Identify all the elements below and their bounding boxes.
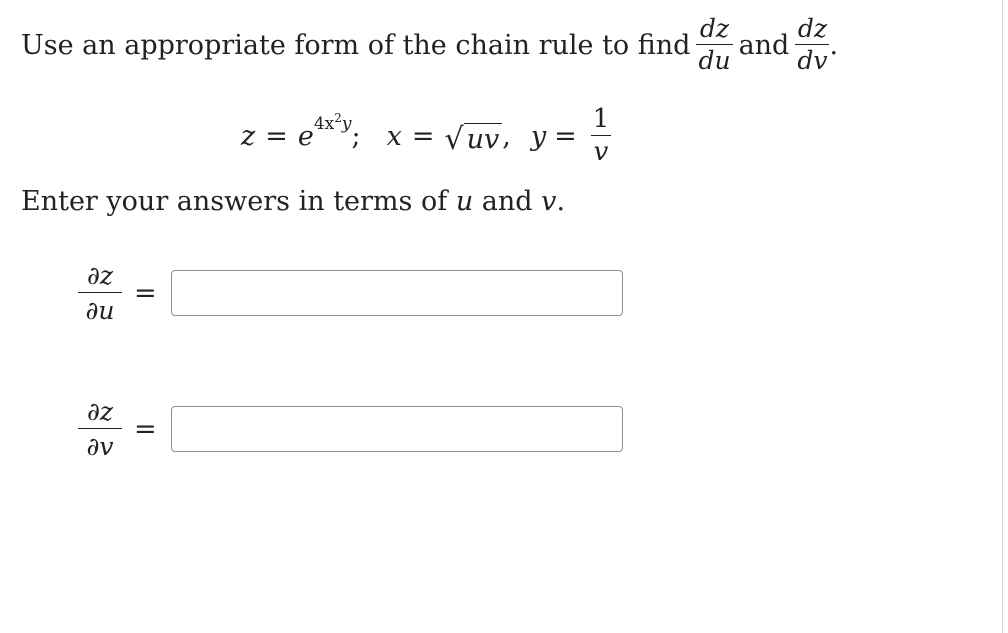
equals-sign: =: [134, 413, 157, 445]
semicolon: ;: [351, 120, 361, 152]
radical-sign: √: [444, 122, 464, 157]
equation-line: [241, 96, 617, 176]
fraction-denominator: dv: [797, 46, 828, 75]
z-variable: z: [241, 120, 256, 152]
answer-row-dz-dv: [78, 388, 623, 470]
question-conjunction: and: [738, 29, 790, 61]
partial-fraction-dz-du: [78, 262, 122, 325]
exponent-part: 4x: [313, 114, 335, 134]
partial-numerator: ∂z: [86, 396, 114, 426]
equals-sign: =: [134, 277, 157, 309]
partial-denominator: ∂u: [85, 296, 115, 325]
variable-v: v: [541, 186, 557, 217]
instruction-text: [21, 186, 565, 217]
y-variable: y: [530, 120, 547, 152]
fraction-bar: [795, 44, 829, 45]
fraction-denominator: v: [593, 137, 609, 167]
fraction-numerator: dz: [699, 13, 730, 43]
variable-u: u: [455, 186, 474, 217]
partial-denominator: ∂v: [86, 432, 114, 461]
exponent-part: y: [341, 114, 352, 134]
equals-sign: =: [554, 120, 577, 152]
question-prefix: Use an appropriate form of the chain rule to find: [21, 29, 691, 61]
instruction-prefix: Enter your answers in terms of: [21, 186, 448, 217]
answer-row-dz-du: [78, 252, 623, 334]
fraction-bar: [696, 44, 732, 45]
radicand: uv: [464, 123, 503, 155]
fraction-bar: [78, 292, 122, 293]
question-text: [21, 10, 838, 80]
answer-input-dz-dv[interactable]: [171, 406, 623, 452]
instruction-conjunction: and: [481, 186, 533, 217]
exp-base: e: [297, 120, 314, 152]
fraction-one-over-v: [591, 103, 612, 167]
equals-sign: =: [265, 120, 288, 152]
fraction-numerator: dz: [797, 13, 827, 43]
exponent: [313, 111, 352, 134]
partial-fraction-dz-dv: [78, 398, 122, 461]
fraction-denominator: du: [698, 46, 731, 75]
fraction-numerator: 1: [592, 103, 610, 134]
x-variable: x: [386, 120, 402, 152]
fraction-dz-dv: [795, 13, 829, 75]
question-period: .: [829, 29, 839, 61]
comma: ,: [502, 120, 511, 152]
equals-sign: =: [411, 120, 435, 152]
exponent-power: 2: [334, 111, 342, 125]
fraction-bar: [78, 428, 122, 429]
square-root: [444, 117, 502, 155]
answer-input-dz-du[interactable]: [171, 270, 623, 316]
instruction-period: .: [556, 186, 566, 217]
partial-numerator: ∂z: [86, 260, 114, 290]
fraction-dz-du: [696, 13, 732, 75]
fraction-bar: [591, 135, 612, 136]
